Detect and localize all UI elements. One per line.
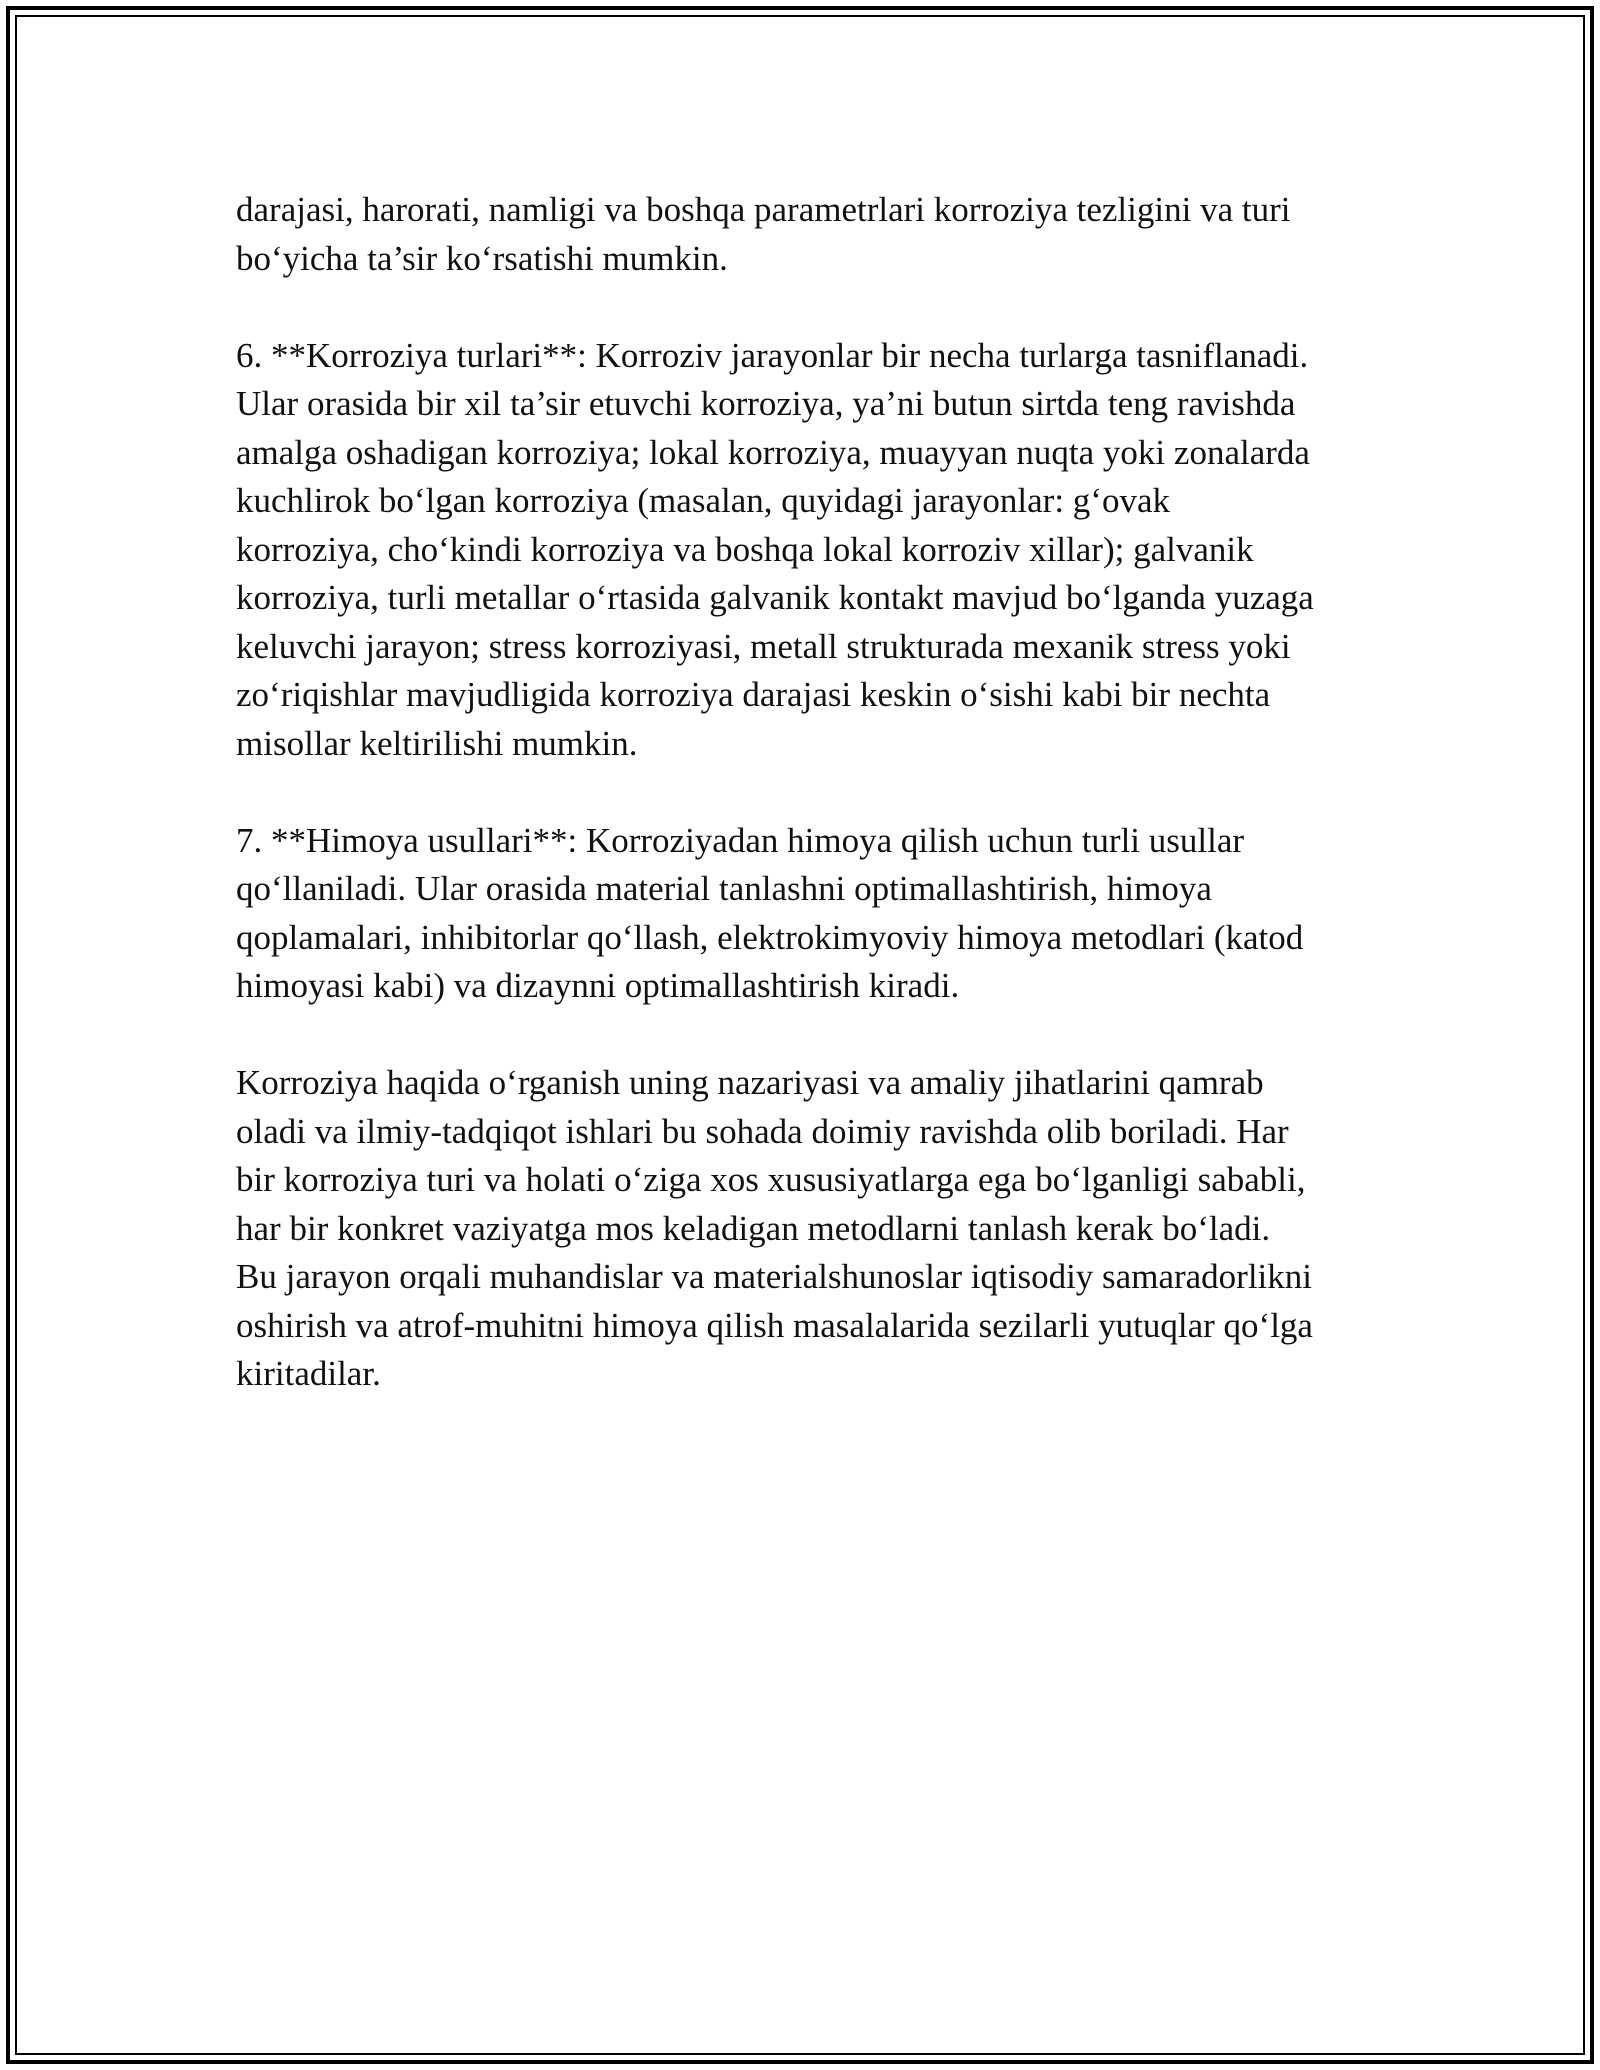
text-line: kiritadilar. [236,1354,381,1393]
paragraph-himoya-usullari [236,817,1396,1011]
paragraph-korroziya-turlari [236,332,1396,769]
text-line: oshirish va atrof-muhitni himoya qilish masalalarida sezilarli yutuqlar qo‘lga [236,1305,1313,1345]
text-line: misollar keltirilishi mumkin. [236,723,638,763]
text-line: himoyasi kabi) va dizaynni optimallashtirish kiradi. [236,966,960,1005]
text-line: darajasi, harorati, namligi va boshqa parametrlari korroziya tezligini va turi [236,190,1291,229]
text-line: zo‘riqishlar mavjudligida korroziya darajasi keskin o‘sishi kabi bir nechta [236,675,1271,714]
text-line: korroziya, cho‘kindi korroziya va boshqa lokal korroziv xillar); galvanik [236,529,1254,569]
text-line: korroziya, turli metallar o‘rtasida galvanik kontakt mavjud bo‘lganda yuzaga [236,578,1314,617]
text-line: 7. **Himoya usullari**: Korroziyadan himoya qilish uchun turli usullar [236,820,1245,860]
text-line: 6. **Korroziya turlari**: Korroziv jarayonlar bir necha turlarga tasniflanadi. [236,335,1309,375]
text-line: kuchlirok bo‘lgan korroziya (masalan, quyidagi jarayonlar: g‘ovak [236,481,1170,520]
text-line: Bu jarayon orqali muhandislar va materialshunoslar iqtisodiy samaradorlikni [236,1257,1312,1296]
text-line: har bir konkret vaziyatga mos keladigan metodlarni tanlash kerak bo‘ladi. [236,1208,1271,1248]
text-line: keluvchi jarayon; stress korroziyasi, metall strukturada mexanik stress yoki [236,626,1291,666]
document-body [236,186,1396,1447]
text-line: Korroziya haqida o‘rganish uning nazariyasi va amaliy jihatlarini qamrab [236,1063,1264,1102]
paragraph-continuation [236,186,1396,283]
text-line: oladi va ilmiy-tadqiqot ishlari bu sohada doimiy ravishda olib boriladi. Har [236,1111,1289,1151]
paragraph-conclusion [236,1059,1396,1399]
text-line: amalga oshadigan korroziya; lokal korroziya, muayyan nuqta yoki zonalarda [236,432,1310,472]
text-line: qo‘llaniladi. Ular orasida material tanlashni optimallashtirish, himoya [236,869,1212,908]
text-line: bo‘yicha ta’sir ko‘rsatishi mumkin. [236,238,728,278]
text-line: bir korroziya turi va holati o‘ziga xos xususiyatlarga ega bo‘lganligi sababli, [236,1160,1306,1199]
text-line: qoplamalari, inhibitorlar qo‘llash, elektrokimyoviy himoya metodlari (katod [236,917,1304,957]
text-line: Ular orasida bir xil ta’sir etuvchi korroziya, ya’ni butun sirtda teng ravishda [236,384,1296,423]
